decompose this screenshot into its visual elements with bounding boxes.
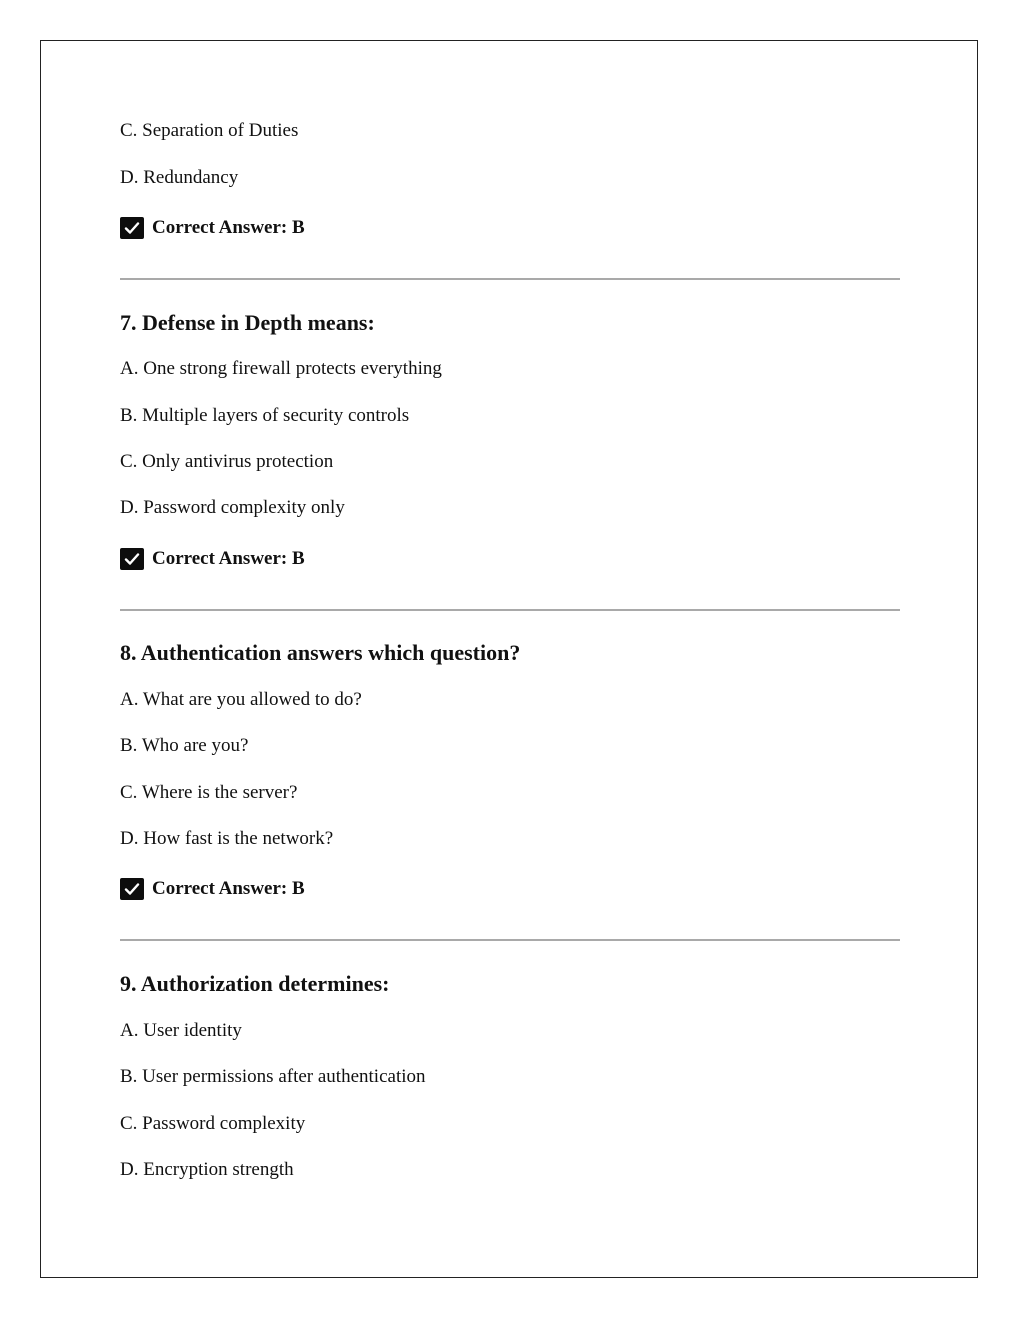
q9-option-b: B. User permissions after authentication: [120, 1066, 426, 1087]
question-title: 9. Authorization determines:: [120, 971, 390, 996]
answer-label: Correct Answer: B: [152, 878, 305, 899]
q7-option-d: D. Password complexity only: [120, 497, 345, 518]
section-divider: [120, 278, 900, 280]
q8-correct-answer: [120, 877, 305, 901]
q9-option-d: D. Encryption strength: [120, 1159, 294, 1180]
q9-option-c: C. Password complexity: [120, 1113, 306, 1134]
q6-option-d: D. Redundancy: [120, 167, 239, 188]
question-title: 8. Authentication answers which question?: [120, 640, 521, 665]
q8-option-c: C. Where is the server?: [120, 782, 298, 803]
q7-correct-answer: [120, 547, 305, 571]
answer-label: Correct Answer: B: [152, 217, 305, 238]
section-divider: [120, 609, 900, 611]
check-mark-icon: [120, 217, 144, 239]
section-divider: [120, 939, 900, 941]
question-title: 7. Defense in Depth means:: [120, 310, 375, 335]
check-mark-icon: [120, 878, 144, 900]
q9-option-a: A. User identity: [120, 1020, 242, 1041]
answer-label: Correct Answer: B: [152, 548, 305, 569]
q7-option-c: C. Only antivirus protection: [120, 451, 334, 472]
q8-option-a: A. What are you allowed to do?: [120, 689, 362, 710]
q8-option-d: D. How fast is the network?: [120, 828, 334, 849]
q6-correct-answer: [120, 216, 305, 240]
check-mark-icon: [120, 548, 144, 570]
q6-option-c: C. Separation of Duties: [120, 120, 299, 141]
q8-option-b: B. Who are you?: [120, 735, 249, 756]
q7-option-a: A. One strong firewall protects everything: [120, 358, 442, 379]
q7-option-b: B. Multiple layers of security controls: [120, 405, 410, 426]
